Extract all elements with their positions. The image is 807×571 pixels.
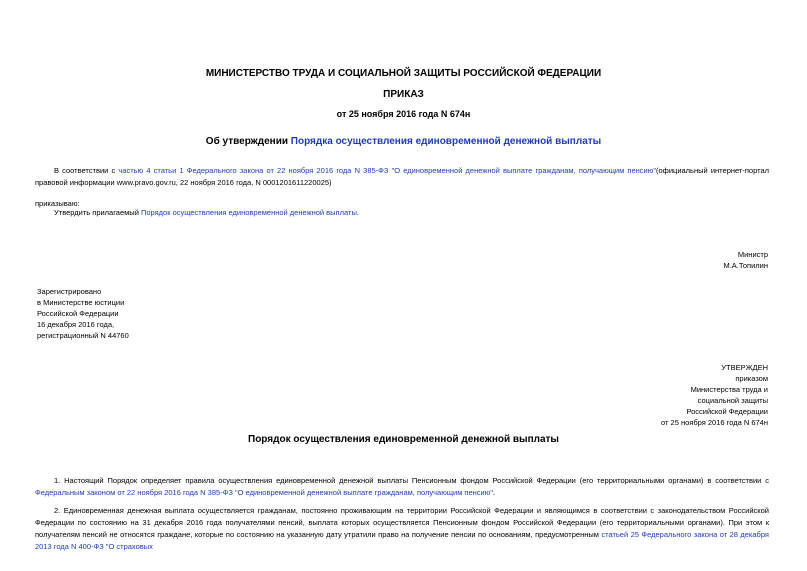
approved-line: приказом [735, 374, 768, 383]
intro-paragraph [35, 165, 769, 189]
registration-line: в Министерстве юстиции [37, 298, 125, 307]
procedure-p1-law-link[interactable]: Федеральным законом от 22 ноября 2016 года N 385-ФЗ "О единовременной денежной выплате гражданам, получающим пенсию" [35, 488, 494, 497]
signature-name: М.А.Топилин [723, 261, 768, 270]
procedure-paragraph-1 [35, 475, 769, 499]
approved-block [661, 362, 768, 428]
procedure-title: Порядок осуществления единовременной денежной выплаты [248, 434, 559, 445]
procedure-p2-text: 2. Единовременная денежная выплата осуществляется гражданам, постоянно проживающим на территории Российской Федерации и являющимся в соответствии с законодательством Российской Федерации по состоянию на 31 декабря 2016 года получателями пенсий, выплата которых осуществляется Пенсионным фондом Российской Федерации (его территориальными органами). При этом к получателям пенсий не относятся граждане, которые по состоянию на указанную дату утратили право на получение пенсии по основаниям, предусмотренным [35, 506, 769, 539]
approved-line: Российской Федерации [686, 407, 768, 416]
registration-line: Российской Федерации [37, 309, 119, 318]
ministry-heading: МИНИСТЕРСТВО ТРУДА И СОЦИАЛЬНОЙ ЗАЩИТЫ РОССИЙСКОЙ ФЕДЕРАЦИИ [205, 68, 602, 79]
approved-line: от 25 ноября 2016 года N 674н [661, 418, 768, 427]
intro-text-2: (официальный интернет-портал правовой информации www.pravo.gov.ru, 22 ноября 2016 года, N 0001201611220025) [35, 166, 769, 187]
registration-block [37, 286, 129, 341]
approved-line: социальной защиты [697, 396, 768, 405]
registration-line: 16 декабря 2016 года, [37, 320, 115, 329]
order-approve-paragraph [54, 207, 359, 219]
document-title-prefix: Об утверждении [205, 136, 291, 147]
procedure-paragraph-2 [35, 505, 769, 553]
document-type-heading: ПРИКАЗ [383, 89, 424, 100]
procedure-p2-law-link[interactable]: статьей 25 Федерального закона от 28 декабря 2013 года N 400-ФЗ "О страховых [35, 530, 769, 551]
procedure-p1-end: . [493, 488, 496, 497]
signature-position: Министр [737, 250, 768, 259]
approved-line: Министерства труда и [690, 385, 768, 394]
document-title [0, 136, 807, 147]
intro-text-1: В соответствии с [54, 166, 119, 175]
registration-line: Зарегистрировано [37, 287, 102, 296]
approved-line: УТВЕРЖДЕН [721, 363, 768, 372]
order-approve-link[interactable]: Порядок осуществления единовременной денежной выплаты [140, 208, 357, 217]
registration-line: регистрационный N 44760 [37, 331, 129, 340]
procedure-p1-text: 1. Настоящий Порядок определяет правила осуществления единовременной денежной выплаты Пенсионным фондом Российской Федерации (его территориальными органами) в соответствии с [54, 476, 769, 485]
intro-law-link[interactable]: частью 4 статьи 1 Федерального закона от 22 ноября 2016 года N 385-ФЗ "О единовременной денежной выплате гражданам, получающим пенсию" [118, 166, 656, 175]
order-approve-suffix: . [356, 208, 359, 217]
order-approve-prefix: Утвердить прилагаемый [54, 208, 141, 217]
document-title-link[interactable]: Порядка осуществления единовременной денежной выплаты [290, 136, 602, 147]
signature-block [723, 249, 768, 271]
document-date-number: от 25 ноября 2016 года N 674н [336, 109, 471, 119]
order-verb: приказываю: [35, 199, 80, 208]
